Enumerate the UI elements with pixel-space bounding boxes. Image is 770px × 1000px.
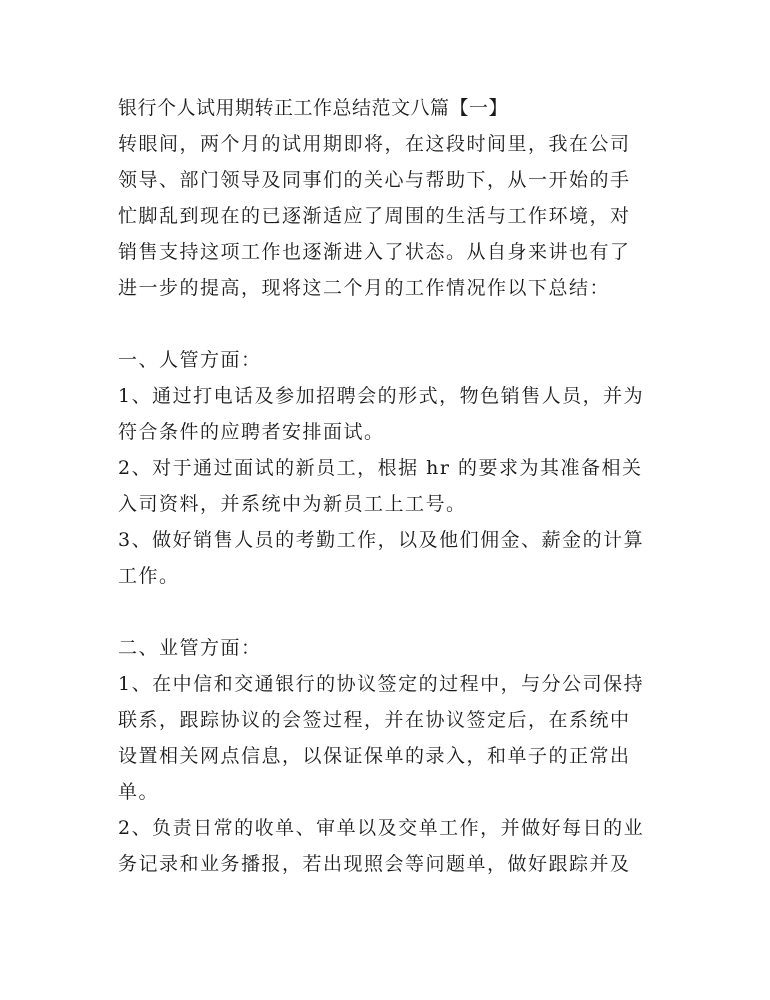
- blank-line: [118, 306, 658, 342]
- section-heading: 二、业管方面：: [118, 637, 262, 659]
- section-business: [118, 630, 658, 882]
- text-line: 进一步的提高，现将这二个月的工作情况作以下总结：: [118, 277, 611, 299]
- document-page: [118, 90, 658, 882]
- text-line: 转眼间，两个月的试用期即将，在这段时间里，我在公司: [118, 133, 631, 155]
- text-line: 符合条件的应聘者安排面试。: [118, 421, 385, 443]
- blank-line: [118, 594, 658, 630]
- text-line: 单。: [118, 781, 160, 803]
- text-line: 2、负责日常的收单、审单以及交单工作，并做好每日的业: [118, 817, 645, 839]
- text-line: 1、在中信和交通银行的协议签定的过程中，与分公司保持: [118, 673, 645, 695]
- text-line: 销售支持这项工作也逐渐进入了状态。从自身来讲也有了: [118, 241, 631, 263]
- text-line: 2、对于通过面试的新员工，根据 hr 的要求为其准备相关: [118, 457, 643, 479]
- section-personnel: [118, 342, 658, 594]
- text-line: 入司资料，并系统中为新员工上工号。: [118, 493, 467, 515]
- text-line: 联系，跟踪协议的会签过程，并在协议签定后，在系统中: [118, 709, 631, 731]
- text-line: 工作。: [118, 565, 180, 587]
- text-line: 1、通过打电话及参加招聘会的形式，物色销售人员，并为: [118, 385, 645, 407]
- text-line: 3、做好销售人员的考勤工作，以及他们佣金、薪金的计算: [118, 529, 645, 551]
- document-title: 银行个人试用期转正工作总结范文八篇【一】: [118, 97, 509, 119]
- text-line: 领导、部门领导及同事们的关心与帮助下，从一开始的手: [118, 169, 631, 191]
- text-line: 忙脚乱到现在的已逐渐适应了周围的生活与工作环境，对: [118, 205, 631, 227]
- text-line: 设置相关网点信息，以保证保单的录入，和单子的正常出: [118, 745, 631, 767]
- text-line: 务记录和业务播报，若出现照会等问题单，做好跟踪并及: [118, 853, 631, 875]
- intro-paragraph: [118, 126, 658, 306]
- section-heading: 一、人管方面：: [118, 349, 262, 371]
